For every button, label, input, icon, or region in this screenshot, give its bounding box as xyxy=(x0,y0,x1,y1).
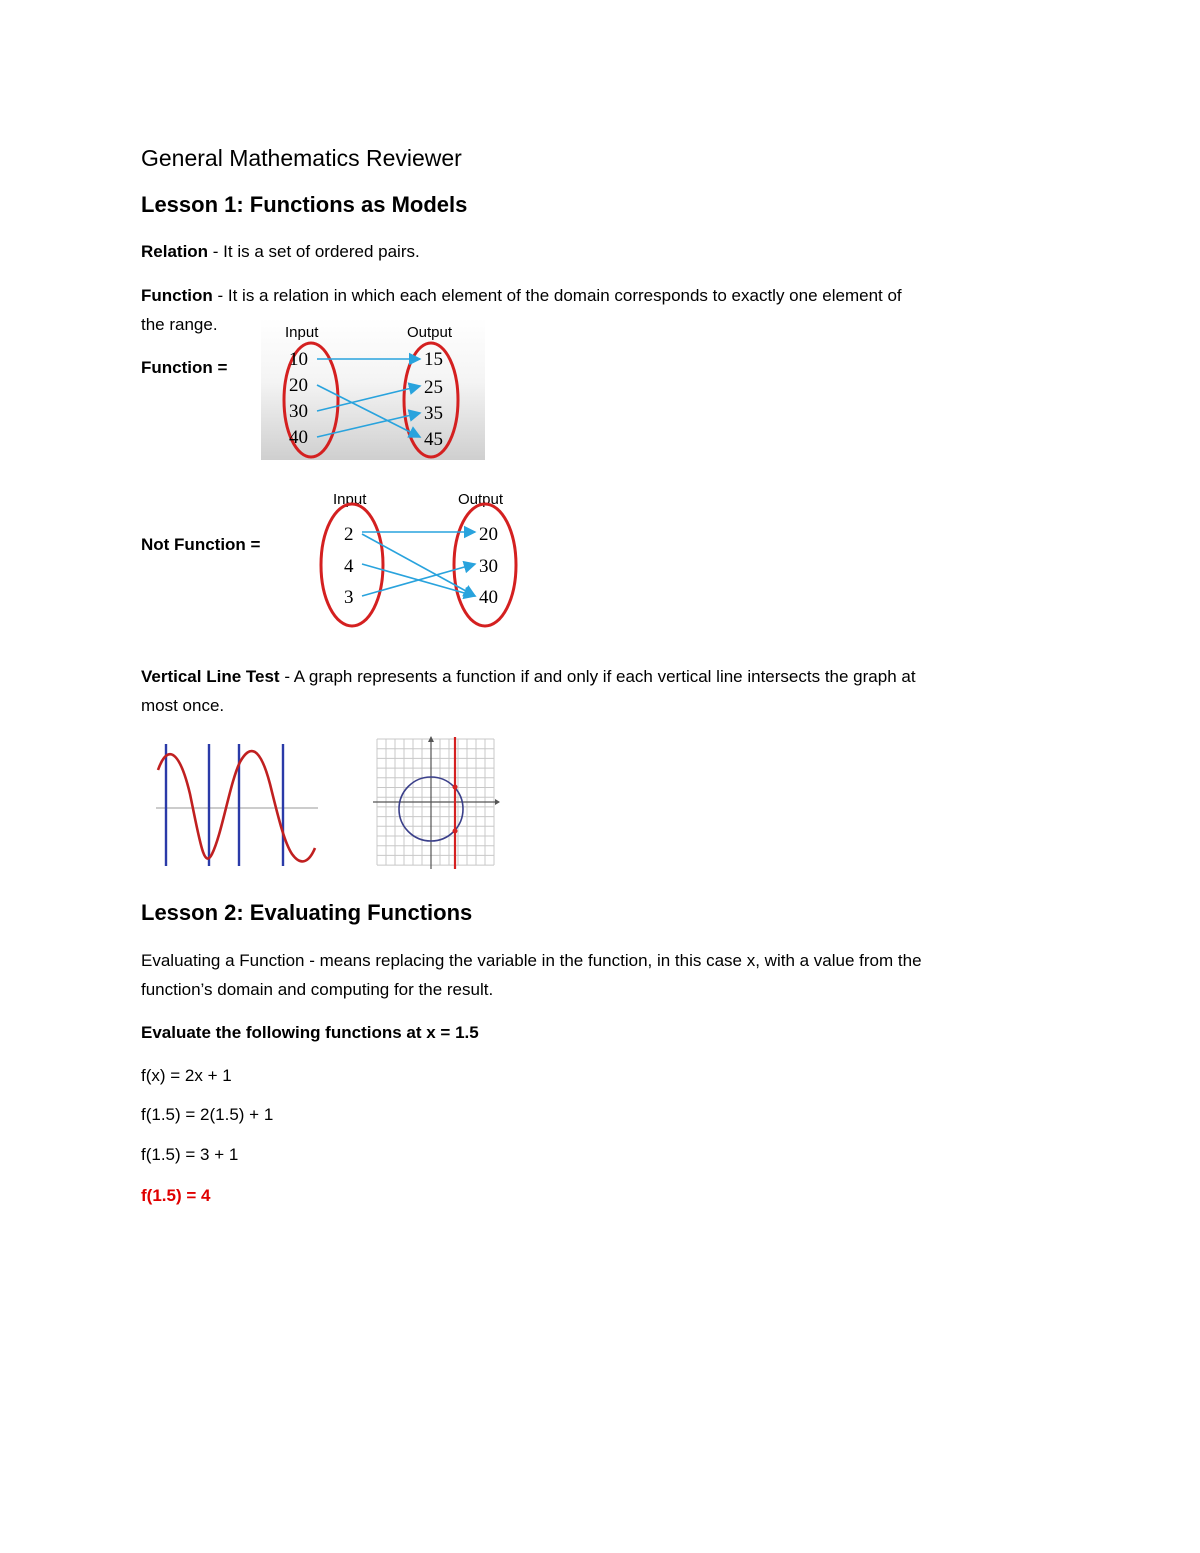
input-value: 30 xyxy=(289,401,308,422)
function-text-line2: the range. xyxy=(141,315,218,334)
evaluation-answer: f(1.5) = 4 xyxy=(141,1186,211,1205)
evaluation-step: f(1.5) = 3 + 1 xyxy=(141,1145,239,1164)
function-text-line1: - It is a relation in which each element of the domain corresponds to exactly one element of xyxy=(217,286,902,305)
output-label: Output xyxy=(407,324,453,341)
document-title: General Mathematics Reviewer xyxy=(141,145,462,171)
function-term: Function xyxy=(141,286,213,305)
output-value: 20 xyxy=(479,524,498,545)
lesson2-heading: Lesson 2: Evaluating Functions xyxy=(141,900,473,925)
input-value: 4 xyxy=(344,556,354,577)
output-value: 35 xyxy=(424,403,443,424)
evaluate-task: Evaluate the following functions at x = 1.5 xyxy=(141,1023,479,1042)
function-label: Function = xyxy=(141,358,228,377)
output-value: 25 xyxy=(424,377,443,398)
vlt-text-line1: - A graph represents a function if and only if each vertical line intersects the graph at xyxy=(284,667,916,686)
mapping-arrow xyxy=(362,534,475,596)
intersection-point xyxy=(453,829,458,834)
relation-text: - It is a set of ordered pairs. xyxy=(212,242,420,261)
output-value: 30 xyxy=(479,556,498,577)
x-axis-arrow-icon xyxy=(495,799,500,805)
input-value: 20 xyxy=(289,375,308,396)
input-label: Input xyxy=(333,491,367,508)
evaluating-text-line2: function’s domain and computing for the result. xyxy=(141,980,494,999)
not-function-mapping-diagram xyxy=(310,486,525,632)
evaluating-definition xyxy=(141,946,1071,1004)
evaluation-step: f(x) = 2x + 1 xyxy=(141,1066,232,1085)
output-value: 15 xyxy=(424,349,443,370)
evaluating-text-line1: Evaluating a Function - means replacing the variable in the function, in this case x, with a value from the xyxy=(141,951,922,970)
evaluation-step: f(1.5) = 2(1.5) + 1 xyxy=(141,1105,274,1124)
relation-definition xyxy=(141,237,420,266)
output-value: 40 xyxy=(479,587,498,608)
intersection-point xyxy=(453,785,458,790)
sine-curve xyxy=(158,751,315,861)
sine-wave-vertical-line-figure xyxy=(152,742,322,867)
relation-term: Relation xyxy=(141,242,209,261)
input-value: 2 xyxy=(344,524,354,545)
not-function-label: Not Function = xyxy=(141,535,261,554)
vertical-line-test-definition xyxy=(141,662,1061,720)
input-value: 3 xyxy=(344,587,354,608)
circle-graph-vertical-line-figure xyxy=(373,735,503,871)
input-label: Input xyxy=(285,324,319,341)
output-label: Output xyxy=(458,491,504,508)
vlt-term: Vertical Line Test xyxy=(141,667,280,686)
lesson1-heading: Lesson 1: Functions as Models xyxy=(141,192,468,217)
input-value: 10 xyxy=(289,349,308,370)
input-value: 40 xyxy=(289,427,308,448)
function-mapping-diagram xyxy=(261,318,485,460)
output-value: 45 xyxy=(424,429,443,450)
vlt-text-line2: most once. xyxy=(141,696,225,715)
